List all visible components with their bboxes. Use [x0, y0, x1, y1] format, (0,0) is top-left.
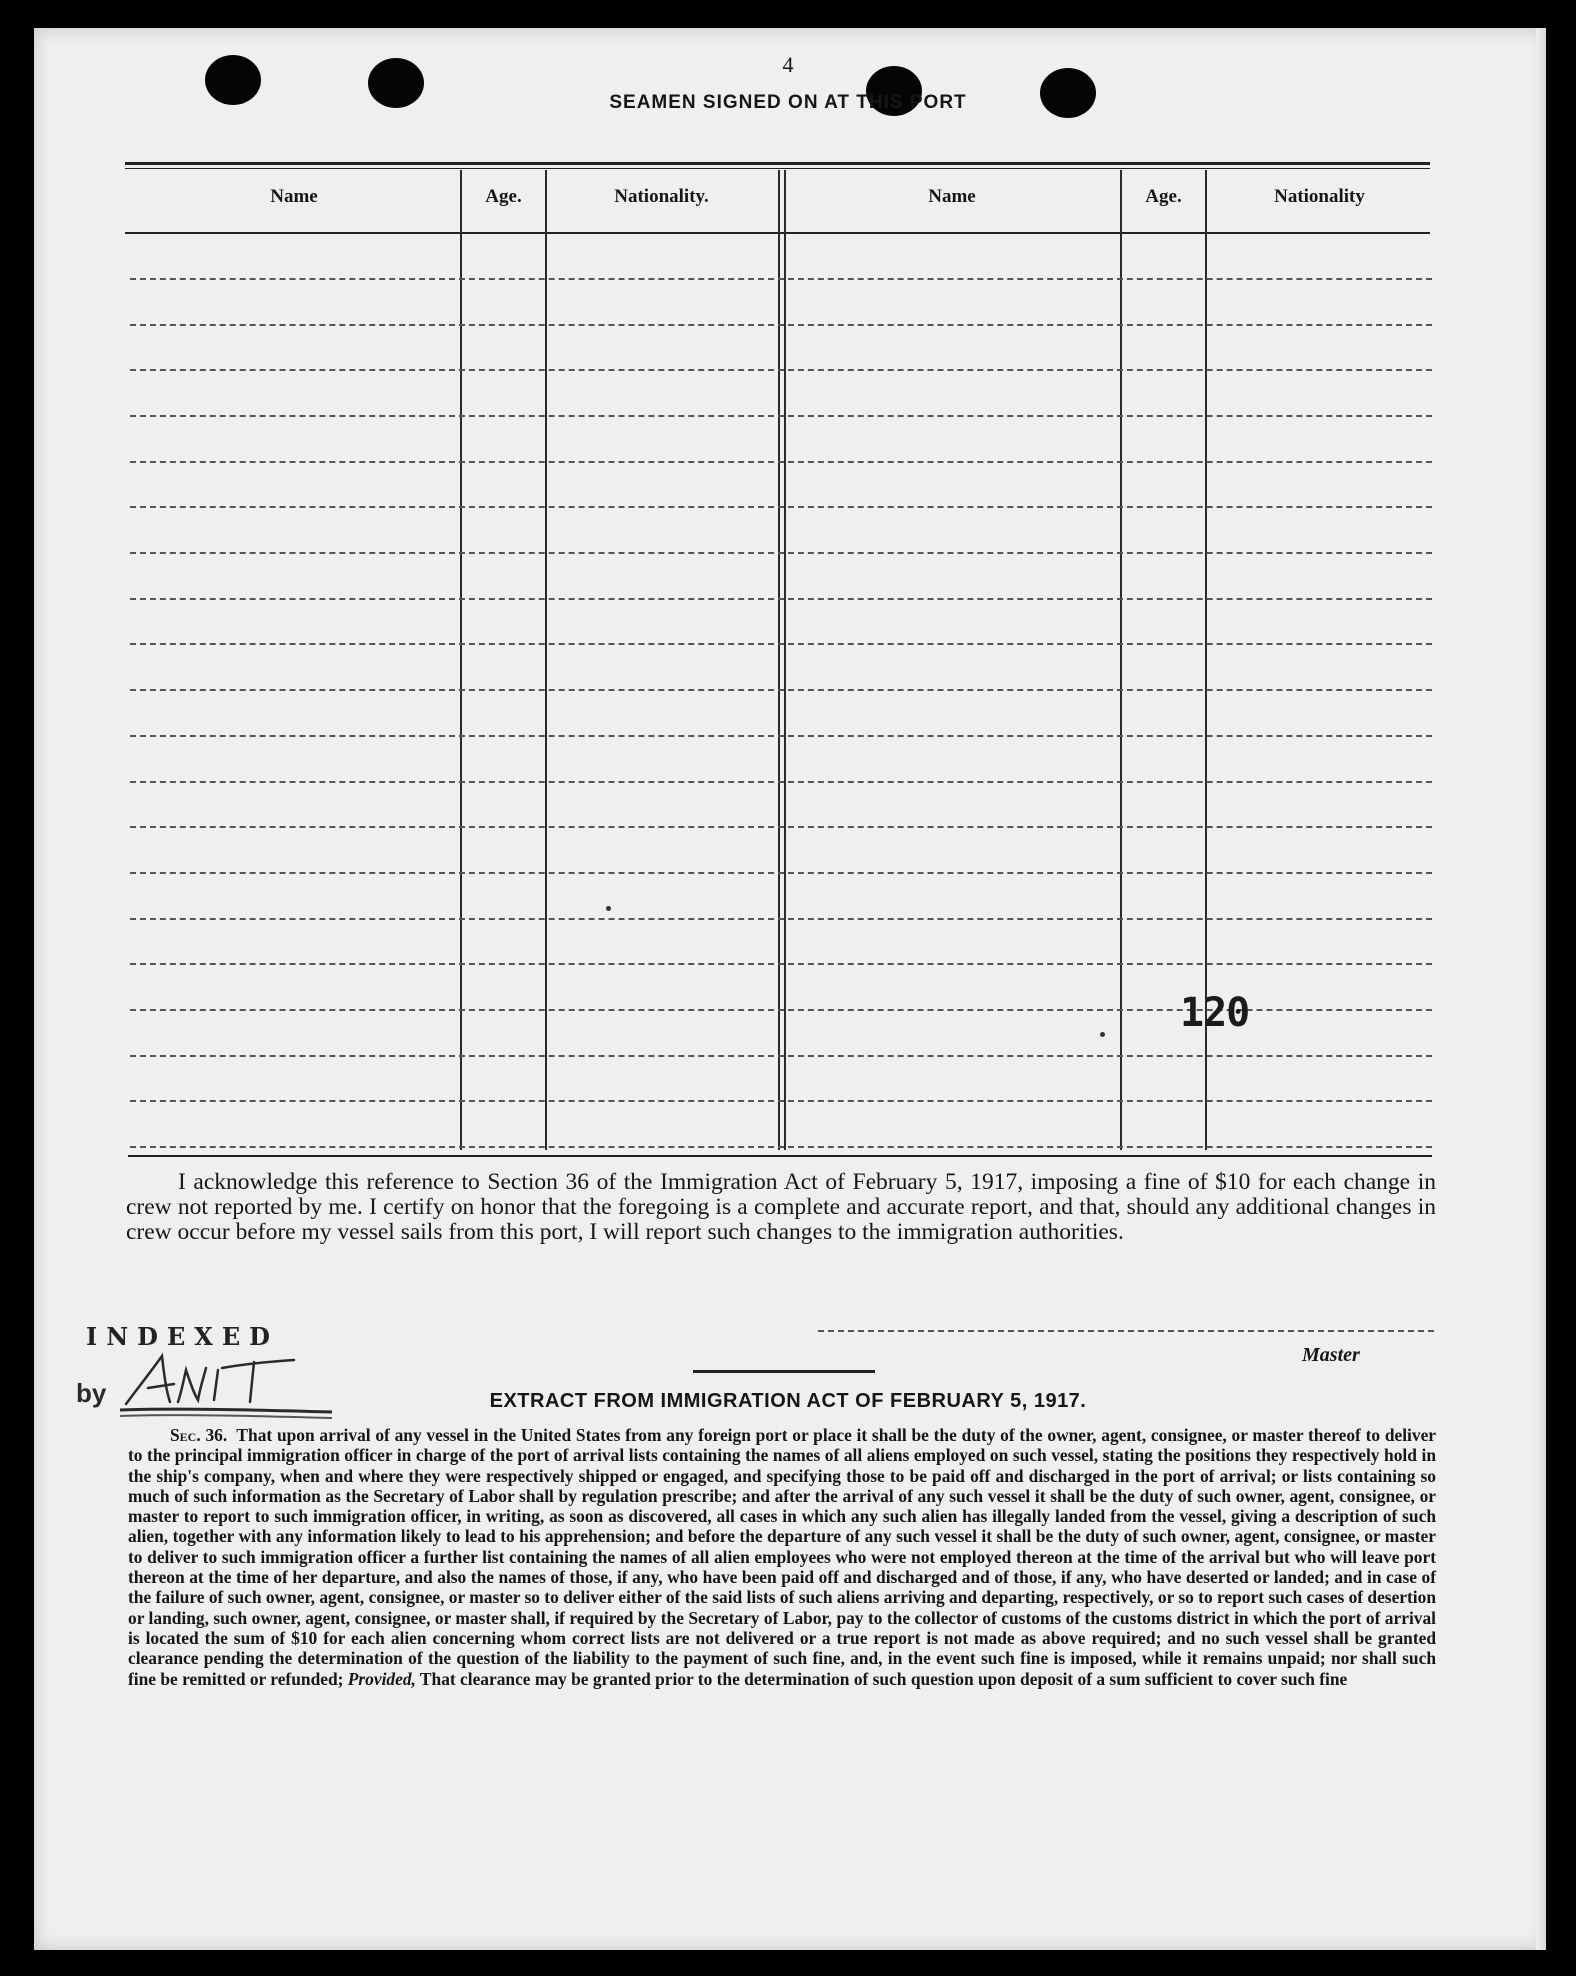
master-label: Master [1302, 1344, 1360, 1366]
table-row [130, 1100, 1432, 1102]
table-row [130, 369, 1432, 371]
header-name-left: Name [270, 186, 318, 207]
stamp-number: 120 [1180, 990, 1250, 1036]
table-row [130, 872, 1432, 874]
stray-mark [1100, 1032, 1105, 1037]
indexed-stamp: INDEXED [86, 1322, 279, 1351]
table-row [130, 1146, 1432, 1148]
table-row [130, 461, 1432, 463]
by-label: by [76, 1378, 107, 1408]
extract-body [128, 1425, 1436, 1689]
table-row [130, 918, 1432, 920]
table-row [130, 506, 1432, 508]
column-divider [1120, 170, 1122, 1150]
table-row [130, 735, 1432, 737]
column-divider-double [784, 170, 786, 1150]
header-age-right: Age. [1145, 186, 1182, 207]
header-name-right: Name [928, 186, 976, 207]
extract-text-end: That clearance may be granted prior to the determination of such question upon deposit of a sum sufficient to cover such fine [419, 1668, 1348, 1689]
table-row [130, 278, 1432, 280]
acknowledgement-paragraph: I acknowledge this reference to Section 36 of the Immigration Act of February 5, 1917, imposing a fine of $10 for each change in crew not reported by me. I certify on honor that the foregoing is a complete and accurate report, and that, should any additional changes in crew occur before my vessel sails from this port, I will report such changes to the immigration authorities. [126, 1169, 1436, 1245]
table-row [130, 552, 1432, 554]
table-row [130, 415, 1432, 417]
table-row [130, 598, 1432, 600]
form-title: SEAMEN SIGNED ON AT THIS PORT [609, 92, 967, 113]
table-row [130, 643, 1432, 645]
page-number: 4 [782, 52, 794, 77]
table-top-rule [125, 162, 1430, 165]
header-nationality-left: Nationality. [614, 186, 709, 207]
header-nationality-right: Nationality [1274, 186, 1365, 207]
table-top-rule-thin [125, 168, 1430, 169]
column-divider [460, 170, 462, 1150]
stray-mark [606, 906, 611, 911]
column-divider [545, 170, 547, 1150]
table-row [130, 689, 1432, 691]
table-bottom-rule [128, 1155, 1432, 1157]
extract-title: EXTRACT FROM IMMIGRATION ACT OF FEBRUARY 5, 1917. [489, 1390, 1087, 1412]
table-row [130, 1055, 1432, 1057]
table-row [130, 324, 1432, 326]
provided-word: Provided, [347, 1668, 416, 1689]
header-age-left: Age. [485, 186, 522, 207]
section-label: Sec. 36. [170, 1425, 228, 1445]
table-row [130, 963, 1432, 965]
master-signature-line [818, 1330, 1434, 1332]
table-row [130, 826, 1432, 828]
table-row [130, 781, 1432, 783]
section-divider [693, 1370, 875, 1373]
extract-text: That upon arrival of any vessel in the United States from any foreign port or place it shall be the duty of the owner, agent, consignee, or master thereof to deliver to the principal immigration officer in charge of the port of arrival lists containing the names of all aliens employed on such vessel, stating the positions they respectively hold in the ship's company, when and where they were respectively shipped or engaged, and specifying those to be paid off and discharged in the port of arrival; or lists containing so much of such information as the Secretary of Labor shall by regulation prescribe; and after the arrival of any such vessel it shall be the duty of such owner, agent, consignee, or master to report to such immigration officer, in writing, as soon as discovered, all cases in which any such alien has illegally landed from the vessel, giving a description of such alien, together with any information likely to lead to his apprehension; and before the departure of any such vessel it shall be the duty of such owner, agent, consignee, or master to deliver to such immigration officer a further list containing the names of all alien employees who were not employed thereon at the time of the arrival but who will leave port thereon at the time of her departure, and also the names of those, if any, who have been paid off and discharged and of those, if any, who have deserted or landed; and in case of the failure of such owner, agent, consignee, or master so to deliver either of the said lists of such aliens arriving and departing, respectively, or so to report such cases of desertion or landing, such owner, agent, consignee, or master shall, if required by the Secretary of Labor, pay to the collector of customs of the customs district in which the port of arrival is located the sum of $10 for each alien concerning whom correct lists are not delivered or a true report is not made as above required; and no such vessel shall be granted clearance pending the determination of the question of the liability to the payment of such fine, and, in the event such fine is imposed, while it remains unpaid; nor shall such fine be remitted or refunded; [128, 1425, 1437, 1689]
column-divider-double [778, 170, 780, 1150]
paper-edge [1536, 28, 1546, 1950]
